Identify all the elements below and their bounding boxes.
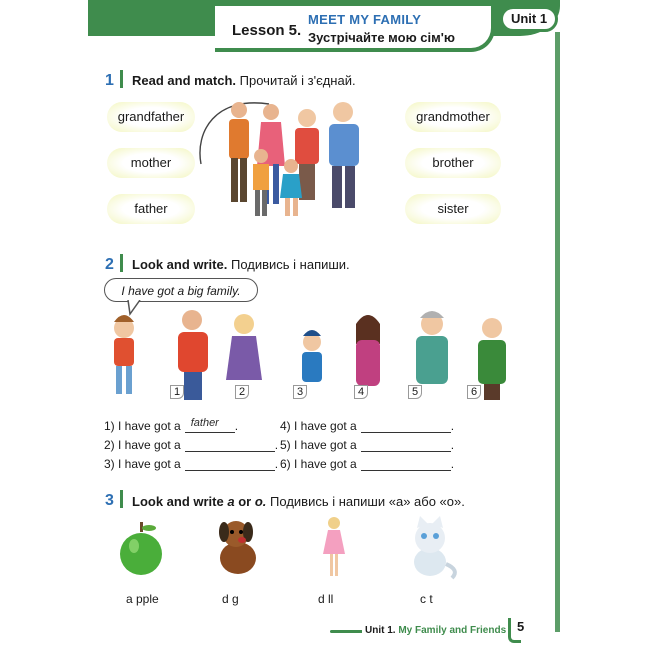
blank-1[interactable]: father xyxy=(185,420,235,433)
ex1-word-grandmother: grandmother xyxy=(405,102,501,132)
member-label-4: 4 xyxy=(354,385,368,399)
family-group-illustration xyxy=(195,92,395,224)
doll-icon xyxy=(320,514,348,580)
sentence-5: 5) I have got a . xyxy=(280,438,455,452)
apple-icon xyxy=(116,520,166,578)
unit-tab: Unit 1 xyxy=(500,6,558,32)
word-apple: a pple xyxy=(126,592,159,606)
ex1-word-grandfather: grandfather xyxy=(107,102,195,132)
blank-3[interactable] xyxy=(185,458,275,471)
member-label-6: 6 xyxy=(467,385,481,399)
lesson-title-ua: Зустрічайте мою сім'ю xyxy=(308,30,455,45)
word-doll: d ll xyxy=(318,592,334,606)
page-edge xyxy=(555,32,560,632)
lesson-title: MEET MY FAMILY xyxy=(308,12,422,27)
sentence-2: 2) I have got a . xyxy=(104,438,279,452)
dog-icon xyxy=(212,514,264,578)
sentence-1: 1) I have got a father . xyxy=(104,417,239,433)
ex1-title: Read and match. Прочитай і з'єднай. xyxy=(132,73,356,88)
ex3-number: 3 xyxy=(105,492,114,509)
footer-title: Unit 1. My Family and Friends xyxy=(362,625,509,636)
ex1-word-sister: sister xyxy=(405,194,501,224)
word-dog: d g xyxy=(222,592,239,606)
word-cat: c t xyxy=(420,592,433,606)
ex1-word-father: father xyxy=(107,194,195,224)
family-members-illustration xyxy=(104,304,524,404)
sentence-4: 4) I have got a . xyxy=(280,419,455,433)
member-label-3: 3 xyxy=(293,385,307,399)
ex2-title: Look and write. Подивись і напиши. xyxy=(132,257,350,272)
member-label-1: 1 xyxy=(170,385,184,399)
lesson-label: Lesson 5. xyxy=(232,22,302,39)
member-label-5: 5 xyxy=(408,385,422,399)
ex1-number: 1 xyxy=(105,72,114,89)
page-number: 5 xyxy=(517,619,525,634)
ex1-word-mother: mother xyxy=(107,148,195,178)
blank-2[interactable] xyxy=(185,439,275,452)
cat-icon xyxy=(400,514,462,580)
ex2-number: 2 xyxy=(105,256,114,273)
blank-4[interactable] xyxy=(361,420,451,433)
sentence-6: 6) I have got a . xyxy=(280,457,455,471)
ex1-word-brother: brother xyxy=(405,148,501,178)
member-label-2: 2 xyxy=(235,385,249,399)
ex2-bar xyxy=(120,254,123,272)
sentence-3: 3) I have got a . xyxy=(104,457,279,471)
speech-bubble: I have got a big family. xyxy=(104,278,258,302)
blank-5[interactable] xyxy=(361,439,451,452)
ex1-bar xyxy=(120,70,123,88)
ex3-title: Look and write a or o. Подивись і напиши «а» або «о». xyxy=(132,494,465,509)
blank-6[interactable] xyxy=(361,458,451,471)
ex3-bar xyxy=(120,490,123,508)
